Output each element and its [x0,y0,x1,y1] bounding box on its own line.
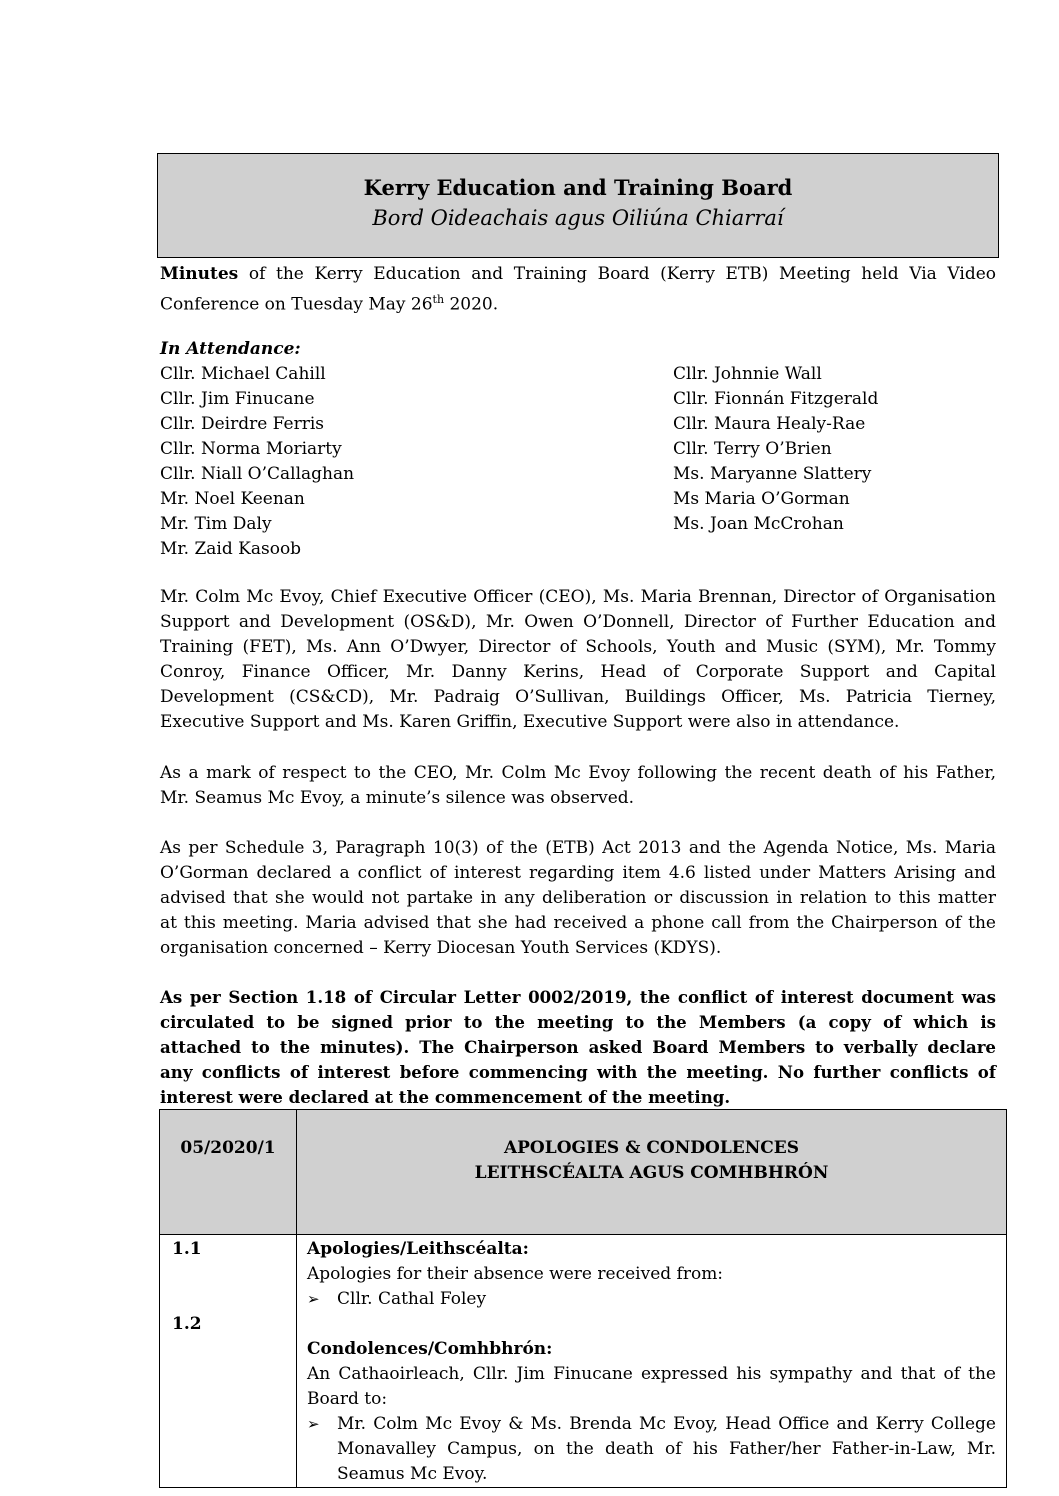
paragraph-line: As a mark of respect to the CEO, Mr. Colm Mc Evoy following the recent death of his Father, [160,763,996,783]
paragraph-line: O’Gorman declared a conflict of interest regarding item 4.6 listed under Matters Arising and [160,863,996,883]
paragraph-line: interest were declared at the commencement of the meeting. [160,1087,731,1107]
attendee: Cllr. Johnnie Wall [673,364,822,384]
paragraph-line: Support and Development (OS&D), Mr. Owen O’Donnell, Director of Further Education and [160,612,996,632]
intro-year-text: 2020. [444,294,499,315]
paragraph-line: attached to the minutes). The Chairperson asked Board Members to verbally declare [160,1037,996,1057]
attendee: Ms Maria O’Gorman [673,489,850,509]
apologies-text: Apologies for their absence were received from: [307,1264,724,1284]
table-row [160,1235,1007,1488]
item-title-english: APOLOGIES & CONDOLENCES [503,1138,800,1158]
attendee: Cllr. Michael Cahill [160,364,326,384]
intro-line-2 [160,287,996,318]
paragraph-line: circulated to be signed prior to the meeting to the Members (a copy of which is [160,1012,996,1032]
title-box [157,153,999,258]
paragraph-line: Mr. Seamus Mc Evoy, a minute’s silence was observed. [160,788,635,808]
attendee: Cllr. Maura Healy-Rae [673,414,866,434]
item-number: 05/2020/1 [160,1110,297,1235]
attendance-left-column [160,362,354,562]
date-superscript: th [432,293,445,306]
paragraph-line: any conflicts of interest before commencing with the meeting. No further conflicts of [160,1062,996,1082]
attendee: Ms. Maryanne Slattery [673,464,872,484]
paragraph-line: organisation concerned – Kerry Diocesan Youth Services (KDYS). [160,938,722,958]
attendance-heading: In Attendance: [160,339,301,359]
list-item [307,1287,996,1312]
staff-paragraph [160,585,996,735]
item-title-cell [297,1110,1007,1235]
paragraph-line: Development (CS&CD), Mr. Padraig O’Sullivan, Buildings Officer, Ms. Patricia Tierney, [160,687,996,707]
attendee: Mr. Noel Keenan [160,489,305,509]
paragraph-line: Training (FET), Ms. Ann O’Dwyer, Director of Schools, Youth and Music (SYM), Mr. Tommy [160,637,996,657]
attendee: Cllr. Terry O’Brien [673,439,832,459]
row-number [160,1235,297,1488]
paragraph-line: Conroy, Finance Officer, Mr. Danny Kerins, Head of Corporate Support and Capital [160,662,996,682]
paragraph-line: As per Section 1.18 of Circular Letter 0002/2019, the conflict of interest document was [160,987,996,1007]
row-number-1-1: 1.1 [172,1239,202,1259]
condolence-entry: Mr. Colm Mc Evoy & Ms. Brenda Mc Evoy, Head Office and Kerry College Monavalley Campus, on the death of his Father/her Father-in-Law, Mr. Seamus Mc Evoy. [337,1414,996,1484]
attendee: Cllr. Norma Moriarty [160,439,342,459]
respect-paragraph [160,761,996,811]
arrow-bullet-icon: ➢ [307,1290,320,1308]
minutes-bold-word: Minutes [160,264,239,284]
attendee: Cllr. Fionnán Fitzgerald [673,389,879,409]
arrow-bullet-icon: ➢ [307,1415,320,1433]
attendee: Cllr. Jim Finucane [160,389,315,409]
row-body [297,1235,1007,1488]
paragraph-line: advised that she would not partake in any deliberation or discussion in relation to this matter [160,888,996,908]
minutes-table [159,1109,1007,1488]
intro-paragraph [160,262,996,318]
row-number-1-2: 1.2 [172,1314,202,1334]
paragraph-line: As per Schedule 3, Paragraph 10(3) of the (ETB) Act 2013 and the Agenda Notice, Ms. Maria [160,838,996,858]
intro-line-1-text: of the Kerry Education and Training Board (Kerry ETB) Meeting held Via Video [248,264,996,284]
attendee: Mr. Zaid Kasoob [160,539,302,559]
board-title-irish: Bord Oideachais agus Oiliúna Chiarraí [372,206,784,230]
circular-paragraph [160,985,996,1110]
list-item [307,1412,996,1487]
apology-name: Cllr. Cathal Foley [337,1289,487,1309]
paragraph-line: at this meeting. Maria advised that she had received a phone call from the Chairperson of the [160,913,996,933]
item-title-irish: LEITHSCÉALTA AGUS COMHBHRÓN [474,1163,829,1183]
attendee: Cllr. Niall O’Callaghan [160,464,355,484]
conflict-paragraph [160,836,996,961]
intro-date-text: Conference on Tuesday May 26 [160,294,433,315]
condolences-heading: Condolences/Comhbhrón: [307,1339,553,1359]
table-header-row [160,1110,1007,1235]
paragraph-line: Executive Support and Ms. Karen Griffin, Executive Support were also in attendance. [160,712,900,732]
apologies-heading: Apologies/Leithscéalta: [307,1239,529,1259]
paragraph-line: Mr. Colm Mc Evoy, Chief Executive Officer (CEO), Ms. Maria Brennan, Director of Organisation [160,587,996,607]
attendee: Ms. Joan McCrohan [673,514,844,534]
intro-line-1 [160,262,996,287]
board-title-english: Kerry Education and Training Board [363,175,793,200]
condolences-text: An Cathaoirleach, Cllr. Jim Finucane expressed his sympathy and that of the Board to: [307,1364,996,1409]
attendee: Cllr. Deirdre Ferris [160,414,325,434]
attendance-right-column [673,362,878,537]
attendee: Mr. Tim Daly [160,514,272,534]
